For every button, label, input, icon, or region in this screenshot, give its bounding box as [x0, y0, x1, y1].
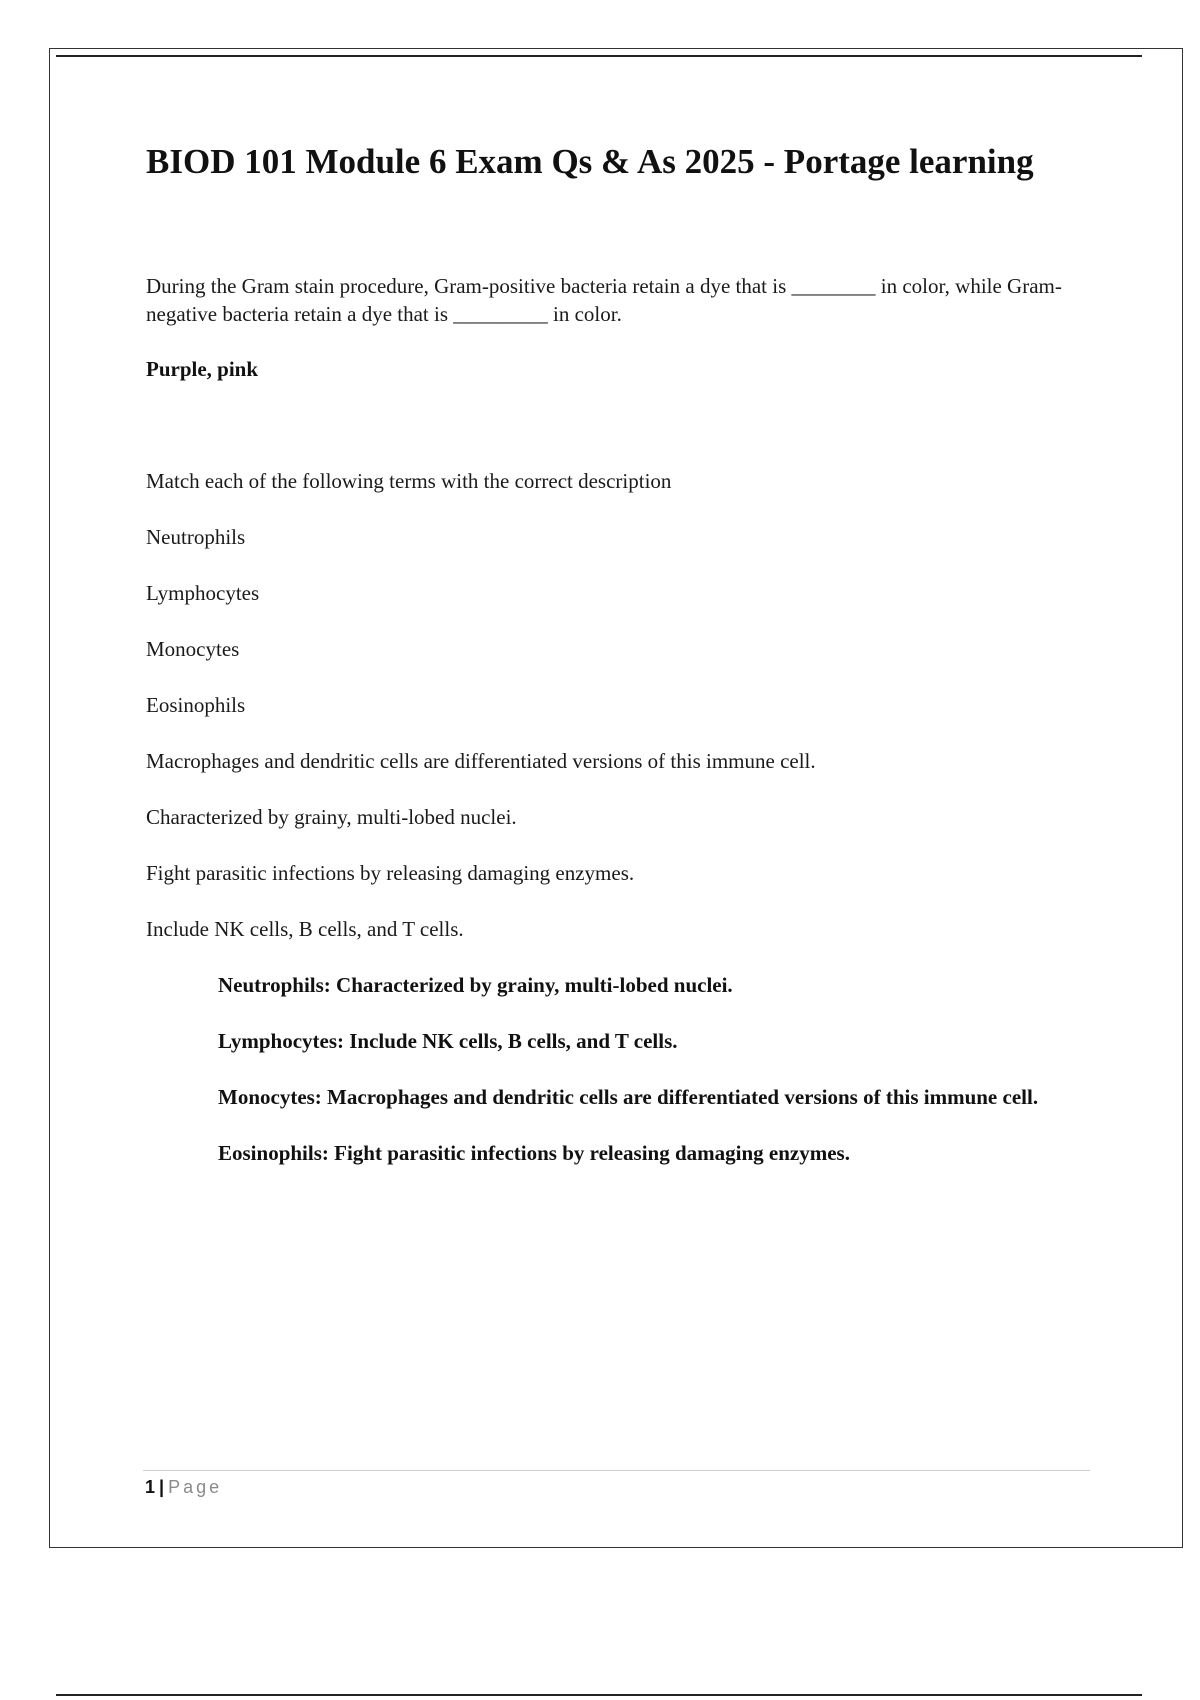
- match-answer: Eosinophils: Fight parasitic infections by releasing damaging enzymes.: [218, 1141, 850, 1165]
- term-item: Monocytes: [146, 637, 240, 661]
- page-footer: [145, 1475, 222, 1499]
- footer-separator: |: [159, 1477, 165, 1497]
- page-number: 1: [145, 1477, 156, 1497]
- term-item: Eosinophils: [146, 693, 246, 717]
- answer-1: Purple, pink: [146, 357, 259, 381]
- match-answer: Lymphocytes: Include NK cells, B cells, and T cells.: [218, 1029, 678, 1053]
- document-title: BIOD 101 Module 6 Exam Qs & As 2025 - Portage learning: [146, 142, 1034, 181]
- footer-rule: [143, 1470, 1090, 1471]
- question-1: During the Gram stain procedure, Gram-positive bacteria retain a dye that is ________ in color, while Gram-negative bacteria retain a dye that is _________ in color.: [146, 274, 1062, 326]
- match-answer: Neutrophils: Characterized by grainy, multi-lobed nuclei.: [218, 973, 733, 997]
- description-item: Characterized by grainy, multi-lobed nuclei.: [146, 805, 517, 829]
- page-label: Page: [168, 1477, 223, 1497]
- top-rule: [56, 55, 1142, 57]
- description-item: Fight parasitic infections by releasing damaging enzymes.: [146, 861, 635, 885]
- description-item: Include NK cells, B cells, and T cells.: [146, 917, 464, 941]
- term-item: Neutrophils: [146, 525, 246, 549]
- bottom-rule: [56, 1694, 1142, 1696]
- question-2: Match each of the following terms with the correct description: [146, 469, 672, 493]
- document-body: [146, 140, 1086, 1195]
- match-answer: Monocytes: Macrophages and dendritic cells are differentiated versions of this immune cell.: [218, 1085, 1039, 1109]
- answer-2-list: [218, 971, 1086, 1167]
- description-item: Macrophages and dendritic cells are differentiated versions of this immune cell.: [146, 749, 816, 773]
- term-item: Lymphocytes: [146, 581, 260, 605]
